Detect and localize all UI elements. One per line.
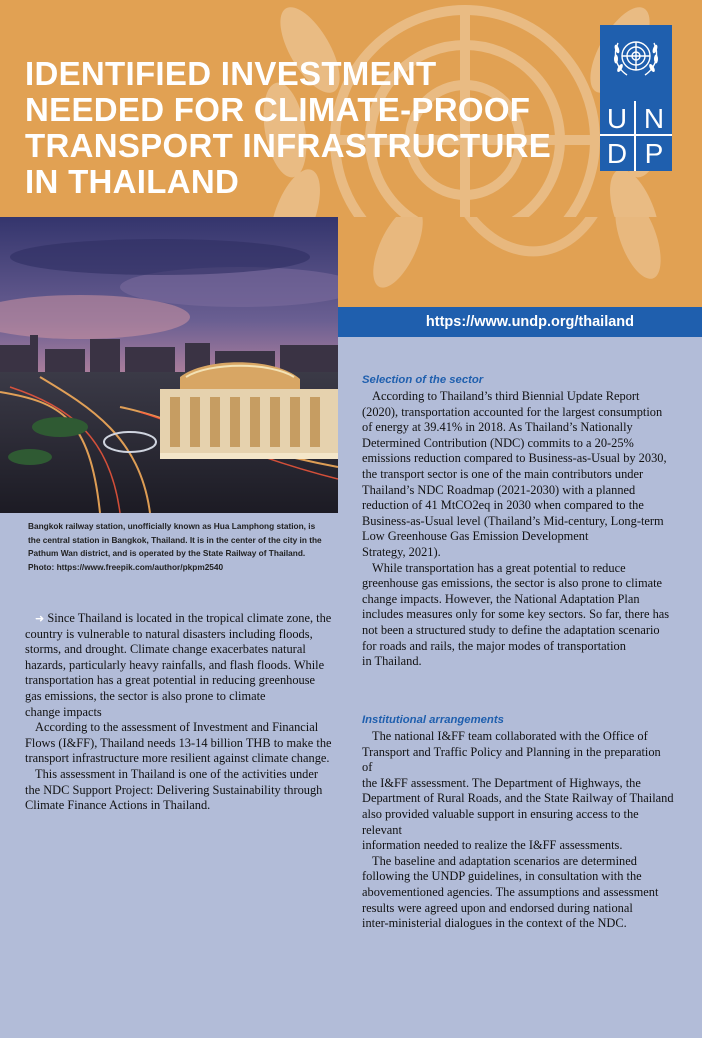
text-line: While transportation has a great potential to reduce	[372, 560, 626, 575]
right-arrow-icon: ➜	[35, 612, 45, 625]
text-line: Thailand’s NDC Roadmap (2021-2030) with a planned	[362, 482, 636, 497]
section-institutional	[362, 713, 674, 932]
text-line: Determined Contribution (NDC) commits to a 20-25%	[362, 435, 634, 450]
logo-letter: P	[644, 138, 664, 169]
section-heading: Selection of the sector	[362, 374, 484, 386]
caption-line: Photo: https://www.freepik.com/author/pkpm2540	[28, 561, 224, 572]
header-band	[0, 0, 702, 217]
paragraph	[362, 389, 674, 561]
text-line: not been a structured study to define the adaptation scenario	[362, 622, 660, 637]
text-line: abovementioned agencies. The assumptions and assessment	[362, 884, 659, 899]
text-line: According to the assessment of Investment and Financial	[35, 720, 319, 735]
text-line: gas emissions, the sector is also prone to climate	[25, 688, 266, 703]
un-globe-emblem-icon	[609, 31, 663, 85]
text-line: includes measures only for some key sectors. So far, there has	[362, 607, 670, 622]
text-line: change impacts	[25, 704, 102, 719]
paragraph	[362, 854, 674, 932]
text-line: reduction of 41 MtCO2eq in 2030 when compared to the	[362, 498, 644, 513]
photo-caption	[28, 520, 340, 574]
title-line: TRANSPORT INFRASTRUCTURE	[25, 127, 552, 164]
caption-line: Pathum Wan district, and is operated by the State Railway of Thailand.	[28, 548, 306, 558]
undp-logo	[600, 25, 672, 171]
emblem-fragment	[338, 217, 702, 307]
title-line: IN THAILAND	[25, 163, 240, 200]
title-line: NEEDED FOR CLIMATE-PROOF	[25, 91, 531, 128]
text-line: (2020), transportation accounted for the largest consumption	[362, 404, 663, 419]
text-line: for roads and rails, the major modes of transportation	[362, 638, 626, 653]
text-line: emissions reduction compared to Business-as-Usual by 2030,	[362, 451, 667, 466]
text-line: This assessment in Thailand is one of the activities under	[35, 766, 318, 781]
station-photo	[0, 217, 338, 513]
text-line: Department of Rural Roads, and the State Railway of Thailand	[362, 791, 674, 806]
text-line: of energy at 39.41% in 2018. As Thailand’s Nationally	[362, 420, 633, 435]
section-selection	[362, 373, 674, 670]
paragraph	[25, 720, 343, 767]
paragraph	[25, 767, 343, 814]
caption-line: the central station in Bangkok, Thailand. It is in the center of the city in the	[28, 534, 322, 545]
text-line: hazards, particularly heavy rainfalls, and flash floods. While	[25, 657, 325, 672]
text-line: Low Greenhouse Gas Emission Development	[362, 529, 589, 544]
text-line: inter-ministerial dialogues in the context of the NDC.	[362, 916, 627, 931]
text-line: Since Thailand is located in the tropical climate zone, the	[47, 611, 332, 625]
text-line: Climate Finance Actions in Thailand.	[25, 798, 211, 813]
text-line: also provided valuable support in ensuring access to the relevant	[362, 806, 639, 837]
undp-letters	[600, 101, 672, 171]
text-line: following the UNDP guidelines, in consultation with the	[362, 869, 642, 884]
text-line: Flows (I&FF), Thailand needs 13-14 billion THB to make the	[25, 735, 332, 750]
logo-letter: U	[600, 101, 636, 136]
text-line: in Thailand.	[362, 654, 422, 669]
text-line: country is vulnerable to natural disasters including floods,	[25, 626, 313, 641]
text-line: According to Thailand’s third Biennial Update Report	[372, 389, 640, 403]
text-line: transportation has a great potential in reducing greenhouse	[25, 673, 316, 688]
text-line: Transport and Traffic Policy and Planning in the preparation of	[362, 744, 661, 775]
header-band-extension	[338, 217, 702, 307]
page-title	[25, 56, 585, 200]
text-line: transport infrastructure more resilient against climate change.	[25, 751, 330, 766]
text-line: the I&FF assessment. The Department of Highways, the	[362, 775, 641, 790]
left-column-text	[25, 611, 343, 814]
logo-letter: D	[600, 136, 636, 171]
text-line: The baseline and adaptation scenarios are determined	[372, 853, 637, 868]
paragraph	[25, 611, 343, 720]
section-heading: Institutional arrangements	[362, 714, 504, 726]
logo-letter: N	[636, 101, 672, 136]
caption-line: Bangkok railway station, unofficially known as Hua Lamphong station, is	[28, 521, 316, 531]
text-line: storms, and drought. Climate change exacerbates natural	[25, 642, 306, 657]
text-line: greenhouse gas emissions, the sector is also prone to climate	[362, 576, 663, 591]
text-line: The national I&FF team collaborated with the Office of	[372, 729, 648, 743]
text-line: Business-as-Usual level (Thailand’s Mid-century, Long-term	[362, 513, 664, 528]
text-line: Strategy, 2021).	[362, 544, 441, 559]
text-line: information needed to realize the I&FF assessments.	[362, 838, 623, 853]
text-line: results were agreed upon and endorsed during national	[362, 900, 633, 915]
text-line: the NDC Support Project: Delivering Sustainability through	[25, 782, 323, 797]
text-line: the transport sector is one of the main contributors under	[362, 466, 644, 481]
paragraph	[362, 729, 674, 854]
title-line: IDENTIFIED INVESTMENT	[25, 55, 437, 92]
website-url-link[interactable]: https://www.undp.org/thailand	[338, 307, 702, 337]
paragraph	[362, 561, 674, 670]
text-line: change impacts. However, the National Adaptation Plan	[362, 591, 640, 606]
